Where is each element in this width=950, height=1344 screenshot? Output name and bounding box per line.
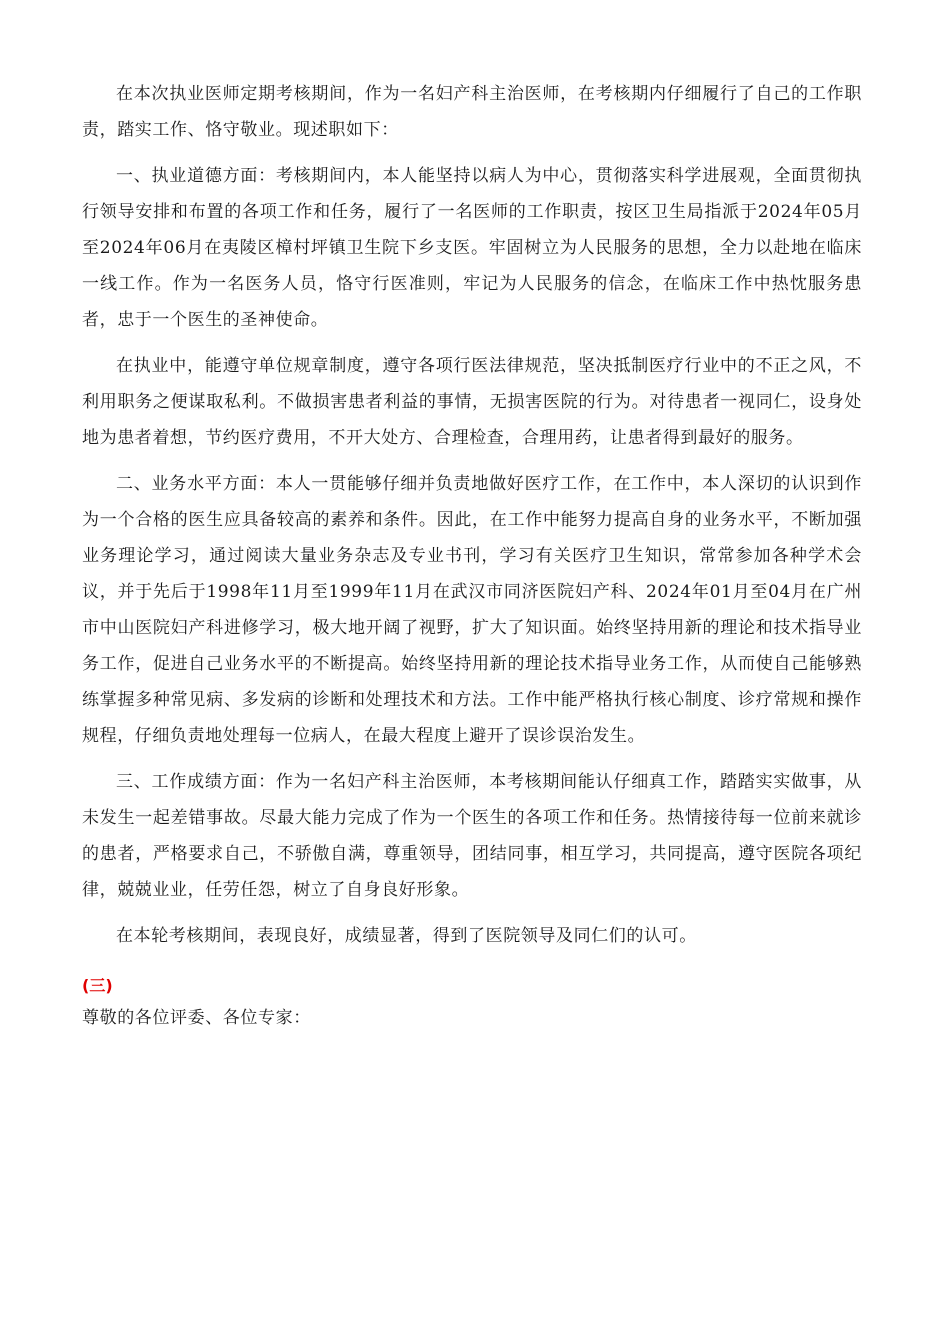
document-body [82, 76, 862, 1036]
paragraph-practice-conduct: 在执业中，能遵守单位规章制度，遵守各项行医法律规范，坚决抵制医疗行业中的不正之风，不利用职务之便谋取私利。不做损害患者利益的事情，无损害医院的行为。对待患者一视同仁，设身处地为患者着想，节约医疗费用，不开大处方、合理检查，合理用药，让患者得到最好的服务。 [82, 356, 862, 448]
paragraph-professional-level: 二、业务水平方面：本人一贯能够仔细并负责地做好医疗工作，在工作中，本人深切的认识到作为一个合格的医生应具备较高的素养和条件。因此，在工作中能努力提高自身的业务水平，不断加强业务理论学习，通过阅读大量业务杂志及专业书刊，学习有关医疗卫生知识，常常参加各种学术会议，并于先后于1998年11月至1999年11月在武汉市同济医院妇产科、2024年01月至04月在广州市中山医院妇产科进修学习，极大地开阔了视野，扩大了知识面。始终坚持用新的理论和技术指导业务工作，促进自己业务水平的不断提高。始终坚持用新的理论技术指导业务工作，从而使自己能够熟练掌握多种常见病、多发病的诊断和处理技术和方法。工作中能严格执行核心制度、诊疗常规和操作规程，仔细负责地处理每一位病人，在最大程度上避开了误诊误治发生。 [82, 474, 862, 746]
paragraph-professional-ethics: 一、执业道德方面：考核期间内，本人能坚持以病人为中心，贯彻落实科学进展观，全面贯彻执行领导安排和布置的各项工作和任务，履行了一名医师的工作职责，按区卫生局指派于2024年05月至2024年06月在夷陵区樟村坪镇卫生院下乡支医。牢固树立为人民服务的思想，全力以赴地在临床一线工作。作为一名医务人员，恪守行医准则，牢记为人民服务的信念，在临床工作中热忱服务患者，忠于一个医生的圣神使命。 [82, 166, 862, 330]
paragraph-conclusion: 在本轮考核期间，表现良好，成绩显著，得到了医院领导及同仁们的认可。 [116, 926, 697, 946]
greeting-line: 尊敬的各位评委、各位专家： [82, 1008, 311, 1028]
paragraph-intro: 在本次执业医师定期考核期间，作为一名妇产科主治医师，在考核期内仔细履行了自己的工作职责，踏实工作、恪守敬业。现述职如下： [82, 84, 862, 140]
paragraph-work-achievements: 三、工作成绩方面：作为一名妇产科主治医师，本考核期间能认仔细真工作，踏踏实实做事，从未发生一起差错事故。尽最大能力完成了作为一个医生的各项工作和任务。热情接待每一位前来就诊的患者，严格要求自己，不骄傲自满，尊重领导，团结同事，相互学习，共同提高，遵守医院各项纪律，兢兢业业，任劳任怨，树立了自身良好形象。 [82, 772, 862, 900]
section-marker-three: (三) [82, 976, 113, 995]
